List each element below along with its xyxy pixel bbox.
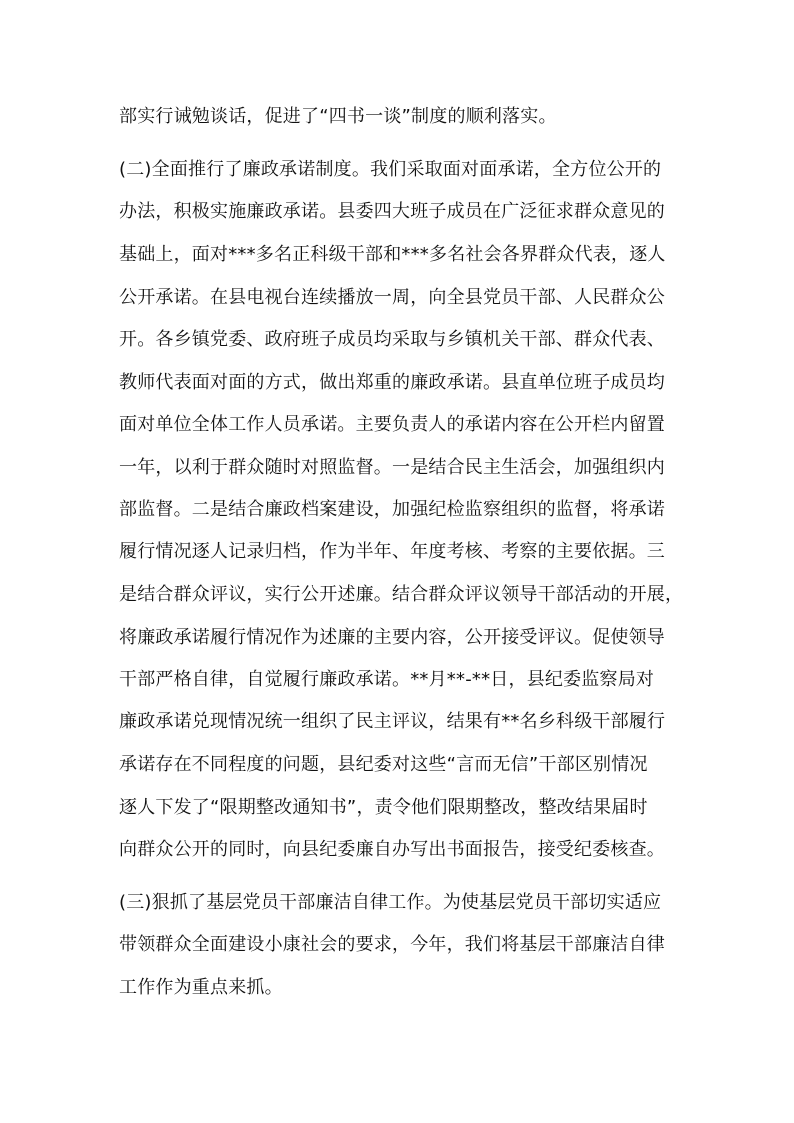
text-line-14: 干部严格自律，自觉履行廉政承诺。**月**-**日，县纪委监察局对 — [119, 669, 655, 690]
text-line-17: 逐人下发了“限期整改通知书”，责令他们限期整改，整改结果届时 — [119, 797, 648, 818]
text-line-20: 带领群众全面建设小康社会的要求，今年，我们将基层干部廉洁自律 — [119, 934, 665, 955]
text-line-18: 向群众公开的同时，向县纪委廉自办写出书面报告，接受纪委核查。 — [119, 839, 665, 860]
text-line-1: 部实行诫勉谈话，促进了“四书一谈”制度的顺利落实。 — [119, 106, 557, 127]
text-line-8: 面对单位全体工作人员承诺。主要负责人的承诺内容在公开栏内留置 — [119, 414, 665, 435]
text-line-2: (二)全面推行了廉政承诺制度。我们采取面对面承诺，全方位公开的 — [119, 159, 662, 180]
text-line-7: 教师代表面对面的方式，做出郑重的廉政承诺。县直单位班子成员均 — [119, 372, 665, 393]
text-line-16: 承诺存在不同程度的问题，县纪委对这些“言而无信”干部区别情况 — [119, 754, 648, 775]
text-line-6: 开。各乡镇党委、政府班子成员均采取与乡镇机关干部、群众代表、 — [119, 329, 665, 350]
text-line-21: 工作作为重点来抓。 — [119, 977, 283, 998]
text-line-11: 履行情况逐人记录归档，作为半年、年度考核、考察的主要依据。三 — [119, 541, 665, 562]
text-line-9: 一年，以利于群众随时对照监督。一是结合民主生活会，加强组织内 — [119, 457, 665, 478]
text-line-10: 部监督。二是结合廉政档案建设，加强纪检监察组织的监督，将承诺 — [119, 499, 665, 520]
text-line-5: 公开承诺。在县电视台连续播放一周，向全县党员干部、人民群众公 — [119, 287, 665, 308]
text-line-12: 是结合群众评议，实行公开述廉。结合群众评议领导干部活动的开展， — [119, 584, 684, 605]
text-line-15: 廉政承诺兑现情况统一组织了民主评议，结果有**名乡科级干部履行 — [119, 711, 666, 732]
text-line-13: 将廉政承诺履行情况作为述廉的主要内容，公开接受评议。促使领导 — [119, 627, 665, 648]
text-line-19: (三)狠抓了基层党员干部廉洁自律工作。为使基层党员干部切实适应 — [119, 892, 662, 913]
text-line-3: 办法，积极实施廉政承诺。县委四大班子成员在广泛征求群众意见的 — [119, 201, 665, 222]
text-line-4: 基础上，面对***多名正科级干部和***多名社会各界群众代表，逐人 — [119, 244, 666, 265]
